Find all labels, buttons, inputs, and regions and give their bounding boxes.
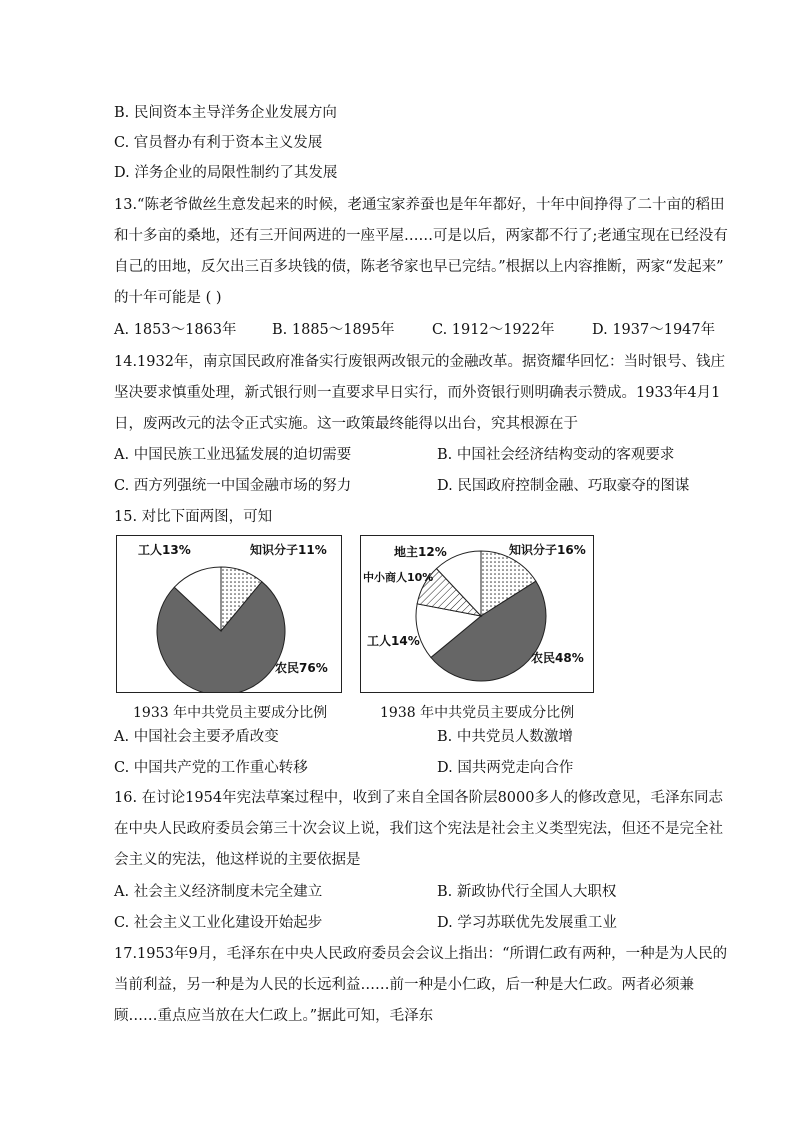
pie1938-label-peasants: 农民48% (531, 651, 584, 665)
q16-stem-line-2: 在中央人民政府委员会第三十次会议上说，我们这个宪法是社会主义类型宪法，但还不是完全社 (114, 821, 723, 837)
q12-option-b: B. 民间资本主导洋务企业发展方向 (114, 105, 337, 121)
q14-option-b: B. 中国社会经济结构变动的客观要求 (437, 447, 675, 463)
q12-option-c: C. 官员督办有利于资本主义发展 (114, 135, 323, 151)
q14-option-d: D. 民国政府控制金融、巧取豪夺的图谋 (437, 478, 690, 494)
q17-stem-line-3: 顾……重点应当放在大仁政上。”据此可知，毛泽东 (114, 1008, 434, 1024)
q13-option-d: D. 1937～1947年 (592, 322, 716, 338)
q15-stem: 15. 对比下面两图，可知 (114, 509, 273, 525)
q16-option-d: D. 学习苏联优先发展重工业 (437, 915, 617, 931)
q16-option-a: A. 社会主义经济制度未完全建立 (114, 884, 323, 900)
q13-option-b: B. 1885～1895年 (272, 322, 395, 338)
q16-option-b: B. 新政协代行全国人大职权 (437, 884, 617, 900)
q15-option-d: D. 国共两党走向合作 (437, 760, 574, 776)
q14-stem-line-2: 坚决要求慎重处理，新式银行则一直要求早日实行，而外资银行则明确表示赞成。1933年4月1 (114, 385, 721, 401)
chart-1938-frame (360, 535, 594, 693)
pie1938-label-landlords: 地主12% (394, 545, 447, 559)
q17-stem-line-2: 当前利益，另一种是为人民的长远利益……前一种是小仁政，后一种是大仁政。两者必须兼 (114, 977, 694, 993)
q15-option-b: B. 中共党员人数激增 (437, 729, 573, 745)
q16-stem-line-1: 16. 在讨论1954年宪法草案过程中，收到了来自全国各阶层8000多人的修改意见，毛泽东同志 (114, 790, 723, 806)
pie1938-label-intellectuals: 知识分子16% (509, 543, 586, 557)
q15-option-c: C. 中国共产党的工作重心转移 (114, 760, 308, 776)
chart-1933-frame (116, 535, 342, 693)
pie-chart-1938 (361, 536, 593, 692)
q16-option-c: C. 社会主义工业化建设开始起步 (114, 915, 323, 931)
chart-1938-caption: 1938 年中共党员主要成分比例 (380, 705, 575, 721)
q13-option-c: C. 1912～1922年 (432, 322, 555, 338)
q13-option-a: A. 1853～1863年 (114, 322, 237, 338)
q13-stem-line-2: 和十多亩的桑地，还有三开间两进的一座平屋……可是以后，两家都不行了;老通宝现在已经没有 (114, 228, 728, 244)
pie1933-label-peasants: 农民76% (275, 661, 328, 675)
q14-stem-line-3: 日，废两改元的法令正式实施。这一政策最终能得以出台，究其根源在于 (114, 416, 578, 432)
pie-chart-1933 (117, 536, 341, 692)
q14-option-a: A. 中国民族工业迅猛发展的迫切需要 (114, 447, 352, 463)
q14-option-c: C. 西方列强统一中国金融市场的努力 (114, 478, 352, 494)
pie1933-label-workers: 工人13% (138, 543, 191, 557)
pie1933-label-intellectuals: 知识分子11% (250, 543, 327, 557)
q13-stem-line-4: 的十年可能是 ( ) (114, 290, 222, 306)
q12-option-d: D. 洋务企业的局限性制约了其发展 (114, 165, 338, 181)
chart-1933-caption: 1933 年中共党员主要成分比例 (133, 705, 328, 721)
pie1938-label-workers: 工人14% (367, 634, 420, 648)
q14-stem-line-1: 14.1932年，南京国民政府准备实行废银两改银元的金融改革。据资耀华回忆：当时银号、钱庄 (114, 354, 725, 370)
q16-stem-line-3: 会主义的宪法，他这样说的主要依据是 (114, 852, 361, 868)
q13-stem-line-3: 自己的田地，反欠出三百多块钱的债，陈老爷家也早已完结。”根据以上内容推断，两家“发起来” (114, 259, 724, 275)
pie1938-label-merchants: 中小商人10% (363, 571, 434, 584)
q15-option-a: A. 中国社会主要矛盾改变 (114, 729, 279, 745)
q13-stem-line-1: 13.“陈老爷做丝生意发起来的时候，老通宝家养蚕也是年年都好，十年中间挣得了二十亩的稻田 (114, 197, 725, 213)
q17-stem-line-1: 17.1953年9月，毛泽东在中央人民政府委员会会议上指出：“所谓仁政有两种，一种是为人民的 (114, 946, 728, 962)
